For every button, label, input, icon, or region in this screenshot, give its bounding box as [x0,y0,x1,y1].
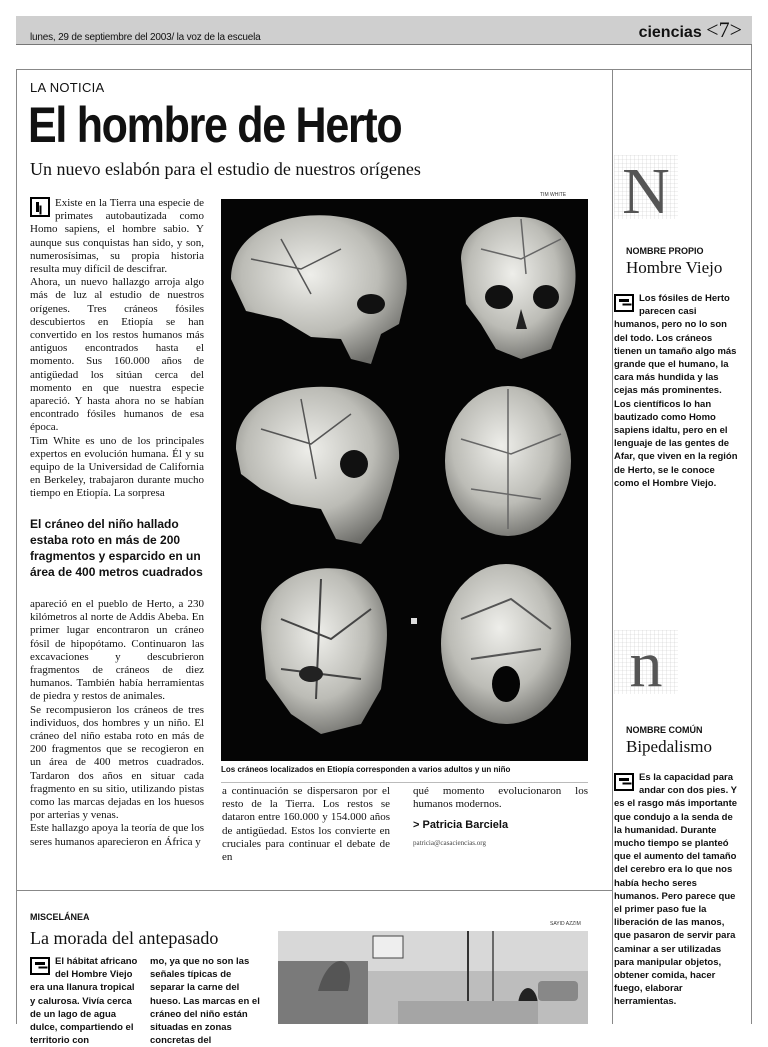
misc-column-2: mo, ya que no son las señales típicas de separar la carne del hueso. Las marcas en el cráneo del niño están situadas en zonas concretas del [150,956,260,1047]
dateline: lunes, 29 de septiembre del 2003/ la voz de la escuela [30,32,261,43]
skull-4 [445,386,571,536]
bullet-icon [614,294,634,312]
article-column-2 [222,785,390,864]
sidebar-label: NOMBRE COMÚN [626,725,703,735]
paragraph: Se recompusieron los cráneos de tres individuos, dos hombres y un niño. El cráneo del niño estaba roto en más de 200 fragmentos que se recogieron en un área de 400 metros cuadrados. Tardaron dos años en situar cada fragmento en su sitio, utilizando pistas como las marcas dejadas en los huesos por arterias y venas. [30,703,204,822]
article-column-3 [413,785,588,850]
pullquote: El cráneo del niño hallado estaba roto en más de 200 fragmentos y esparcido en un área de 400 metros cuadrados [30,517,203,579]
author-email[interactable]: patricia@casaciencias.org [413,838,486,847]
header-rule [16,69,752,70]
sidebar-text-2: Es la capacidad para andar con dos pies. Y es el rasgo más importante que condujo a la senda de la humanidad. Durante mucho tiempo se planteó que el aumento del tamaño del cerebro era lo que nos había hecho seres humanos. Pero parece que el primer paso fue la liberación de las manos, que pasaron de servir para caminar a ser utilizadas para manipular objetos, obtener comida, hacer fuego, elaborar herramientas. [614,772,738,1008]
misc-title: La morada del antepasado [30,928,219,948]
paragraph: Tim White es uno de los principales expertos en evolución humana. Él y su equipo de la Universidad de California en Berkeley, trabajaron durante mucho tiempo en Etiopía. La sorpresa [30,434,204,500]
kicker: LA NOTICIA [30,80,105,95]
article-column-1a [30,197,204,501]
misc-photo-credit: SAYID AZZIM [550,921,581,927]
bullet-icon [30,957,50,975]
skulls-illustration [221,199,588,761]
skull-5 [261,568,387,734]
sidebar-text-1: Los fósiles de Herto parecen casi humanos, pero no lo son del todo. Los cráneos tienen un tamaño algo más grande que el humano, la cara más hundida y las cejas más prominentes. Los científicos lo han bautizado como Homo sapiens idaltu, pero en el lenguaje de las gentes de Afar, que viven en la región de Herto, se le conoce como el Hombre Viejo. [614,293,738,489]
left-border [16,69,17,1024]
skull-2 [461,217,576,359]
skull-1 [231,215,407,364]
deck: Un nuevo eslabón para el estudio de nuestros orígenes [30,159,421,179]
section-title [639,17,742,43]
sidebar-divider [612,69,613,1024]
skulls-photo [221,199,588,761]
misc-column-1: El hábitat africano del Hombre Viejo era una llanura tropical y calurosa. Vivía cerca de un lago de agua dulce, compartiendo el territorio con [30,956,138,1047]
paragraph: apareció en el pueblo de Herto, a 230 kilómetros al norte de Addis Abeba. En primer lugar encontraron un cráneo fósil de hipopótamo. Continuaron las excavaciones y descubrieron fragmentos de cráneos de diez humanos. También había herramientas de piedra y restos de animales. [30,598,204,703]
photo-caption: Los cráneos localizados en Etiopía corresponden a varios adultos y un niño [221,765,511,774]
svg-text:n: n [629,628,663,701]
dropcap-icon [30,197,50,217]
photo-credit: TIM WHITE [540,192,567,198]
sidebar-box-2 [626,725,746,757]
paragraph: qué momento evolucionaron los humanos modernos. [413,785,588,811]
author-signature: > Patricia Barciela [413,819,509,832]
paragraph: Existe en la Tierra una especie de primates autobautizada como Homo sapiens, el hombre sabio. Y aunque sus conquistas han sido, y son, numerosísimas, su propia historia resulta muy difícil de descifrar. [30,197,204,276]
scale-marker [411,618,417,624]
letter-tile-icon [614,628,678,701]
letter-m-icon [614,628,678,701]
sidebar-title: Bipedalismo [626,737,712,756]
street-scene-illustration [278,931,588,1024]
paragraph: a continuación se dispersaron por el resto de la Tierra. Los restos se dataron entre 160.000 y 154.000 años de antigüedad. Estos los convierte en cruciales para continuar el debate de en [222,785,390,864]
letter-n-icon [614,155,678,228]
skull-3 [236,387,399,544]
misc-label: MISCELÁNEA [30,912,90,922]
right-border [751,45,752,1024]
page-number: <7> [706,17,742,42]
sidebar-title: Hombre Viejo [626,258,723,277]
caption-rule [221,782,588,783]
sidebar-label: NOMBRE PROPIO [626,246,704,256]
misc-rule [16,890,612,891]
paragraph: Ahora, un nuevo hallazgo arroja algo más de luz al estudio de nuestros orígenes. Tres cráneos fósiles descubiertos en Etiopía se han convertido en los restos humanos más antiguos encontrados hasta el momento. Sus 160.000 años de antigüedad los sitúan cerca del momento en que nuestra especie apareció. Y hasta ahora no se habían encontrado fósiles humanos de esa época. [30,276,204,434]
article-column-1b [30,598,204,849]
skull-6 [441,564,571,724]
paragraph: Este hallazgo apoya la teoría de que los seres humanos aparecieron en África y [30,822,204,848]
headline: El hombre de Herto [28,97,402,153]
section-name: ciencias [638,24,702,41]
svg-text:N: N [622,155,670,228]
bullet-icon [614,773,634,791]
letter-tile-icon [614,155,678,228]
street-photo [278,931,588,1024]
sidebar-box-1 [626,246,746,278]
